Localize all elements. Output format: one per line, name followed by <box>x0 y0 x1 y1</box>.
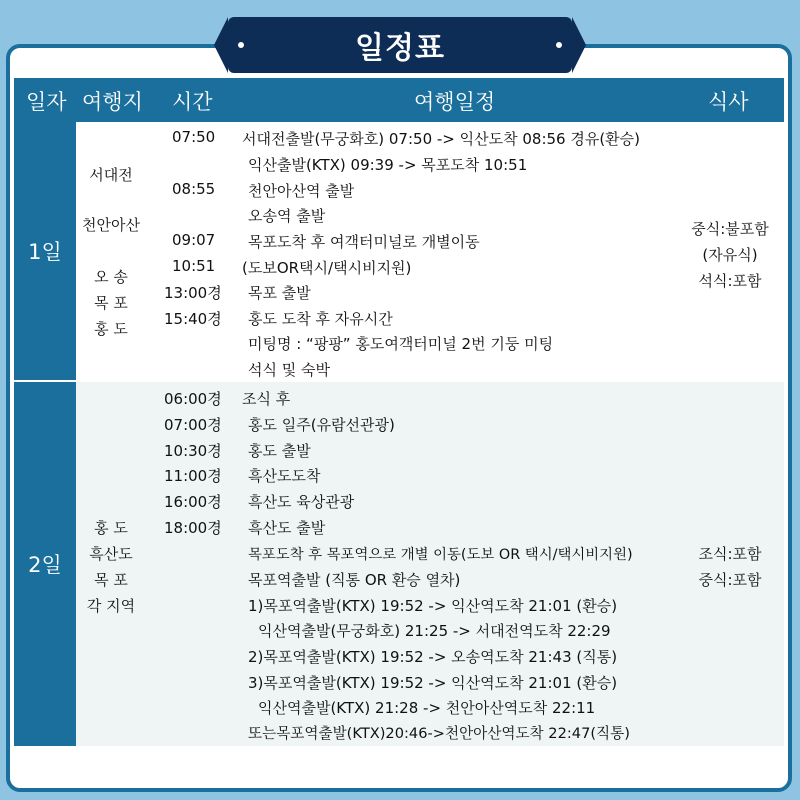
day2-itinerary-line: 3)목포역출발(KTX) 19:52 -> 익산역도착 21:01 (환승) <box>248 674 618 692</box>
day1-itinerary-line: 목포 출발 <box>248 284 311 302</box>
day1-place: 홍 도 <box>94 320 128 338</box>
day2-itinerary-line: 흑산도도착 <box>248 467 321 485</box>
day1-time: 07:50 <box>172 128 216 146</box>
day1-place: 천안아산 <box>82 216 140 234</box>
day2-itinerary-line: 익산역출발(무궁화호) 21:25 -> 서대전역도착 22:29 <box>258 622 611 640</box>
day1-time: 10:51 <box>172 257 216 275</box>
day2-itinerary-line: 목포역출발 (직통 OR 환승 열차) <box>248 571 461 589</box>
day1-itinerary-line: 서대전출발(무궁화호) 07:50 -> 익산도착 08:56 경유(환승) <box>242 130 641 148</box>
header-itinerary: 여행일정 <box>414 90 496 114</box>
day2-time: 10:30경 <box>164 442 222 460</box>
day2-place: 흑산도 <box>89 545 133 563</box>
day1-itinerary-line: 홍도 도착 후 자유시간 <box>248 310 393 328</box>
day1-itinerary-line: 익산출발(KTX) 09:39 -> 목포도착 10:51 <box>248 156 528 174</box>
day2-time: 07:00경 <box>164 416 222 434</box>
day1-meal: 중식:불포함 <box>691 220 769 238</box>
day1-itinerary-line: 목포도착 후 여객터미널로 개별이동 <box>248 233 480 251</box>
table-header <box>14 78 784 122</box>
day1-place: 오 송 <box>94 268 128 286</box>
day2-itinerary-line: 홍도 일주(유람선관광) <box>248 416 395 434</box>
day1-cell <box>14 122 76 380</box>
day2-place: 홍 도 <box>94 519 128 537</box>
day2-itinerary-line: 흑산도 육상관광 <box>248 493 355 511</box>
day2-cell <box>14 382 76 746</box>
header-day: 일자 <box>26 90 67 114</box>
day2-time: 06:00경 <box>164 390 222 408</box>
day2-place: 각 지역 <box>86 597 136 615</box>
header-time: 시간 <box>172 90 213 114</box>
day1-itinerary-line: 석식 및 숙박 <box>248 361 330 379</box>
day2-time: 11:00경 <box>164 467 222 485</box>
day2-time: 18:00경 <box>164 519 222 537</box>
day2-itinerary-line: 목포도착 후 목포역으로 개별 이동(도보 OR 택시/택시비지원) <box>248 547 633 563</box>
day2-itinerary-line: 익산역출발(KTX) 21:28 -> 천안아산역도착 22:11 <box>258 699 596 717</box>
day1-itinerary-line: 오송역 출발 <box>248 207 326 225</box>
day1-time: 09:07 <box>172 231 216 249</box>
day2-meal: 중식:포함 <box>698 571 762 589</box>
banner-dot-right <box>556 42 562 48</box>
title-banner <box>228 17 572 73</box>
day1-place: 서대전 <box>89 166 133 184</box>
day2-itinerary-line: 조식 후 <box>242 390 291 408</box>
day1-time: 08:55 <box>172 180 216 198</box>
header-meal: 식사 <box>708 90 749 114</box>
header-place: 여행지 <box>82 90 143 114</box>
day1-itinerary-line: (도보OR택시/택시비지원) <box>242 259 412 277</box>
day1-meal: (자유식) <box>702 246 758 264</box>
day2-itinerary-line: 1)목포역출발(KTX) 19:52 -> 익산역도착 21:01 (환승) <box>248 597 618 615</box>
day2-time: 16:00경 <box>164 493 222 511</box>
day1-label: 1일 <box>28 240 62 264</box>
day2-label: 2일 <box>28 553 62 577</box>
day1-time: 15:40경 <box>164 310 222 328</box>
day2-place: 목 포 <box>94 571 128 589</box>
day2-itinerary-line: 홍도 출발 <box>248 442 311 460</box>
day1-place: 목 포 <box>94 294 128 312</box>
day2-meal: 조식:포함 <box>698 545 762 563</box>
day2-itinerary-line: 2)목포역출발(KTX) 19:52 -> 오송역도착 21:43 (직통) <box>248 648 618 666</box>
page-title: 일정표 <box>355 31 445 66</box>
day2-itinerary-line: 또는목포역출발(KTX)20:46->천안아산역도착 22:47(직통) <box>248 725 630 742</box>
day1-time: 13:00경 <box>164 284 222 302</box>
day1-meal: 석식:포함 <box>698 272 762 290</box>
day1-itinerary-line: 미팅명 : “팡팡” 홍도여객터미널 2번 기둥 미팅 <box>248 335 554 353</box>
banner-dot-left <box>238 42 244 48</box>
day2-itinerary-line: 흑산도 출발 <box>248 519 326 537</box>
day1-itinerary-line: 천안아산역 출발 <box>248 182 355 200</box>
